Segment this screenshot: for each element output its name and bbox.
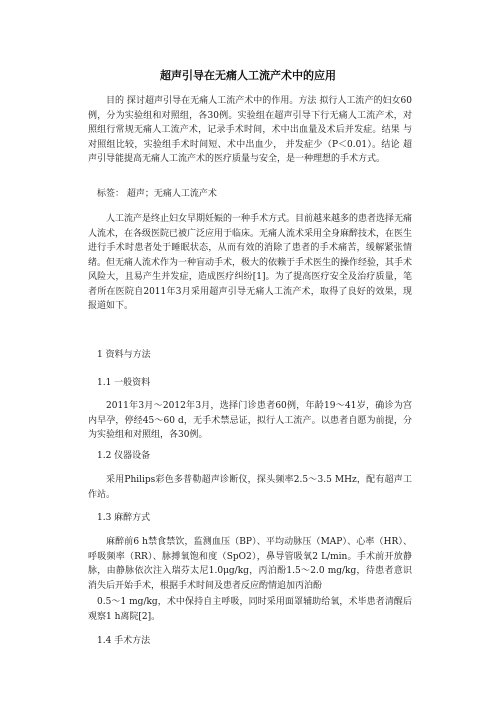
paper-title: 超声引导在无痛人工流产术中的应用: [160, 69, 336, 82]
subsection-heading-1-3: 1.3 麻醉方式: [97, 513, 151, 523]
paragraph-1-2: 采用Philips彩色多普勒超声诊断仪，探头频率2.5～3.5 MHz，配有超声工作站。: [88, 475, 412, 500]
keywords-line: 标签： 超声；无痛人工流产术: [97, 189, 217, 199]
section-heading-1: 1 资料与方法: [97, 350, 151, 360]
subsection-heading-1-1: 1.1 一般资料: [97, 378, 151, 388]
paragraph-1-1: 2011年3月～2012年3月，选择门诊患者60例，年龄19～41岁，确诊为宫内早孕，停经45～60 d，无手术禁忌证，拟行人工流产。以患者自愿为前提，分为实验组和对照组，各30例。: [88, 401, 412, 440]
subsection-heading-1-2: 1.2 仪器设备: [97, 451, 151, 461]
paragraph-1-3-continued: 0.5～1 mg/kg，术中保持自主呼吸，同时采用面罩辅助给氧，术毕患者清醒后观察1 h离院[2]。: [88, 597, 412, 622]
paragraph-1-3: 麻醉前6 h禁食禁饮，监测血压（BP）、平均动脉压（MAP）、心率（HR）、呼吸频率（RR）、脉搏氧饱和度（SpO2），鼻导管吸氧2 L/min。手术前开放静脉，由静脉依次注入瑞芬太尼1.0μg/kg，丙泊酚1.5～2.0 mg/kg，待患者意识消失后开始手术，根据手术时间及患者反应酌情追加丙泊酚: [88, 537, 412, 591]
subsection-heading-1-4: 1.4 手术方法: [97, 636, 151, 646]
abstract-paragraph: 目的 探讨超声引导在无痛人工流产术中的作用。方法 拟行人工流产的妇女60例，分为实验组和对照组，各30例。实验组在超声引导下行无痛人工流产术，对照组行常规无痛人工流产术，记录手术时间，术中出血量及术后并发症。结果 与对照组比较，实验组手术时间短、术中出血少， 并发症少（P＜0.01）。结论 超声引导能提高无痛人工流产术的医疗质量与安全，是一种理想的手术方式。: [88, 96, 412, 164]
intro-paragraph: 人工流产是终止妇女早期妊娠的一种手术方式。目前越来越多的患者选择无痛人流术，在各级医院已被广泛应用于临床。无痛人流术采用全身麻醉技术，在医生进行手术时患者处于睡眠状态，从而有效的消除了患者的手术痛苦，缓解紧张情绪。但无痛人流术作为一种盲动手术，极大的依赖于手术医生的操作经验，其手术风险大，且易产生并发症，造成医疗纠纷[1]。为了提高医疗安全及治疗质量，笔者所在医院自2011年3月采用超声引导无痛人工流产术，取得了良好的效果，现报道如下。: [88, 214, 413, 311]
